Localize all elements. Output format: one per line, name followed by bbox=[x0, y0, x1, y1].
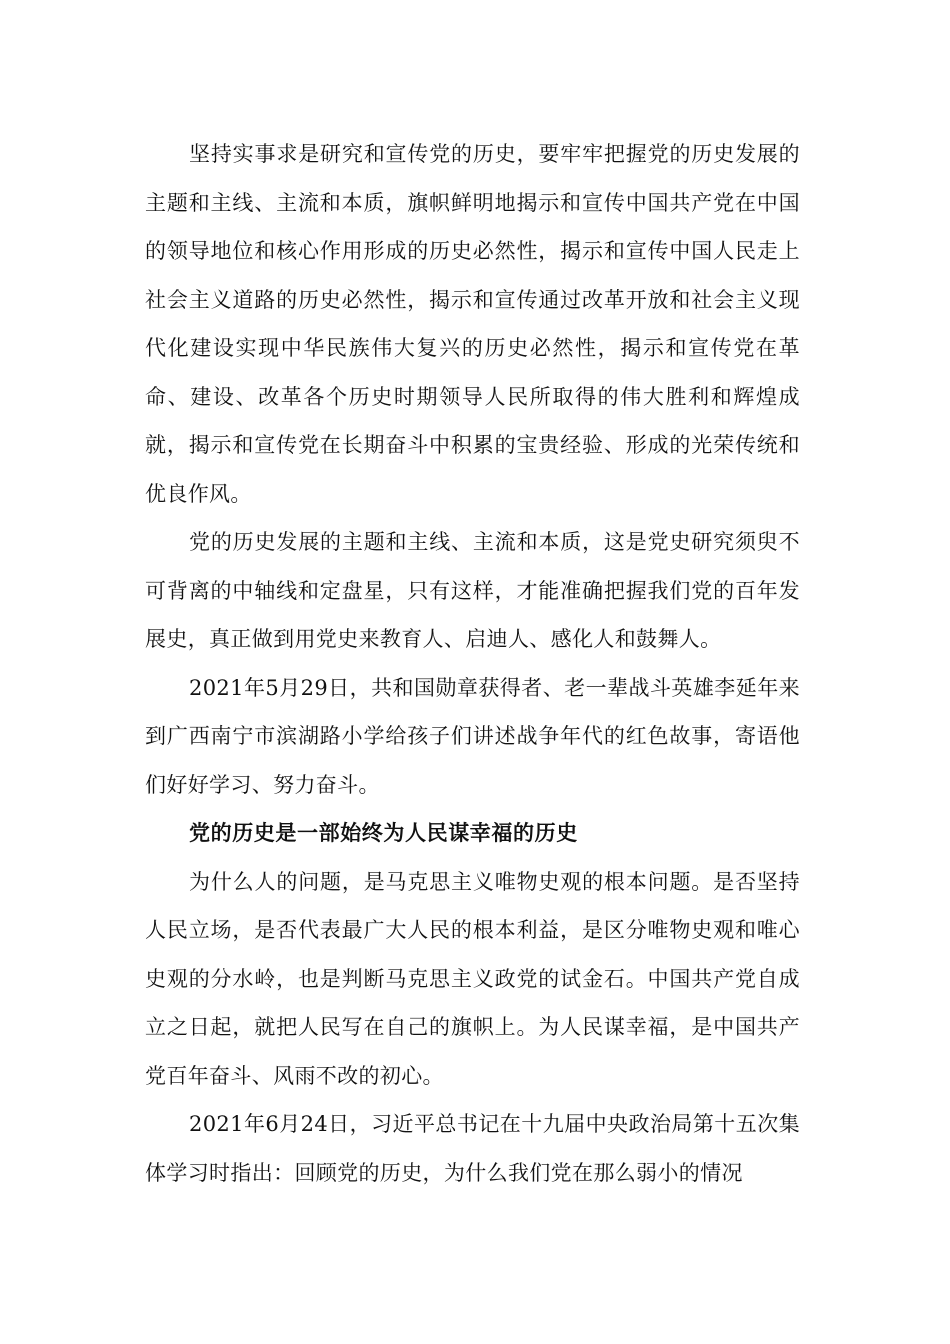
paragraph-1: 坚持实事求是研究和宣传党的历史，要牢牢把握党的历史发展的主题和主线、主流和本质，旗帜鲜明地揭示和宣传中国共产党在中国的领导地位和核心作用形成的历史必然性，揭示和宣传中国人民走上社会主义道路的历史必然性，揭示和宣传通过改革开放和社会主义现代化建设实现中华民族伟大复兴的历史必然性，揭示和宣传党在革命、建设、改革各个历史时期领导人民所取得的伟大胜利和辉煌成就，揭示和宣传党在长期奋斗中积累的宝贵经验、形成的光荣传统和优良作风。 bbox=[145, 142, 800, 506]
section-heading: 党的历史是一部始终为人民谋幸福的历史 bbox=[189, 821, 578, 845]
paragraph-5: 2021年6月24日，习近平总书记在十九届中央政治局第十五次集体学习时指出：回顾党的历史，为什么我们党在那么弱小的情况 bbox=[145, 1112, 800, 1185]
paragraph-3: 2021年5月29日，共和国勋章获得者、老一辈战斗英雄李延年来到广西南宁市滨湖路小学给孩子们讲述战争年代的红色故事，寄语他们好好学习、努力奋斗。 bbox=[145, 675, 800, 797]
document-body bbox=[145, 130, 800, 1197]
paragraph-2: 党的历史发展的主题和主线、主流和本质，这是党史研究须臾不可背离的中轴线和定盘星，只有这样，才能准确把握我们党的百年发展史，真正做到用党史来教育人、启迪人、感化人和鼓舞人。 bbox=[145, 530, 800, 651]
paragraph-4: 为什么人的问题，是马克思主义唯物史观的根本问题。是否坚持人民立场，是否代表最广大人民的根本利益，是区分唯物史观和唯心史观的分水岭，也是判断马克思主义政党的试金石。中国共产党自成立之日起，就把人民写在自己的旗帜上。为人民谋幸福，是中国共产党百年奋斗、风雨不改的初心。 bbox=[145, 869, 800, 1088]
